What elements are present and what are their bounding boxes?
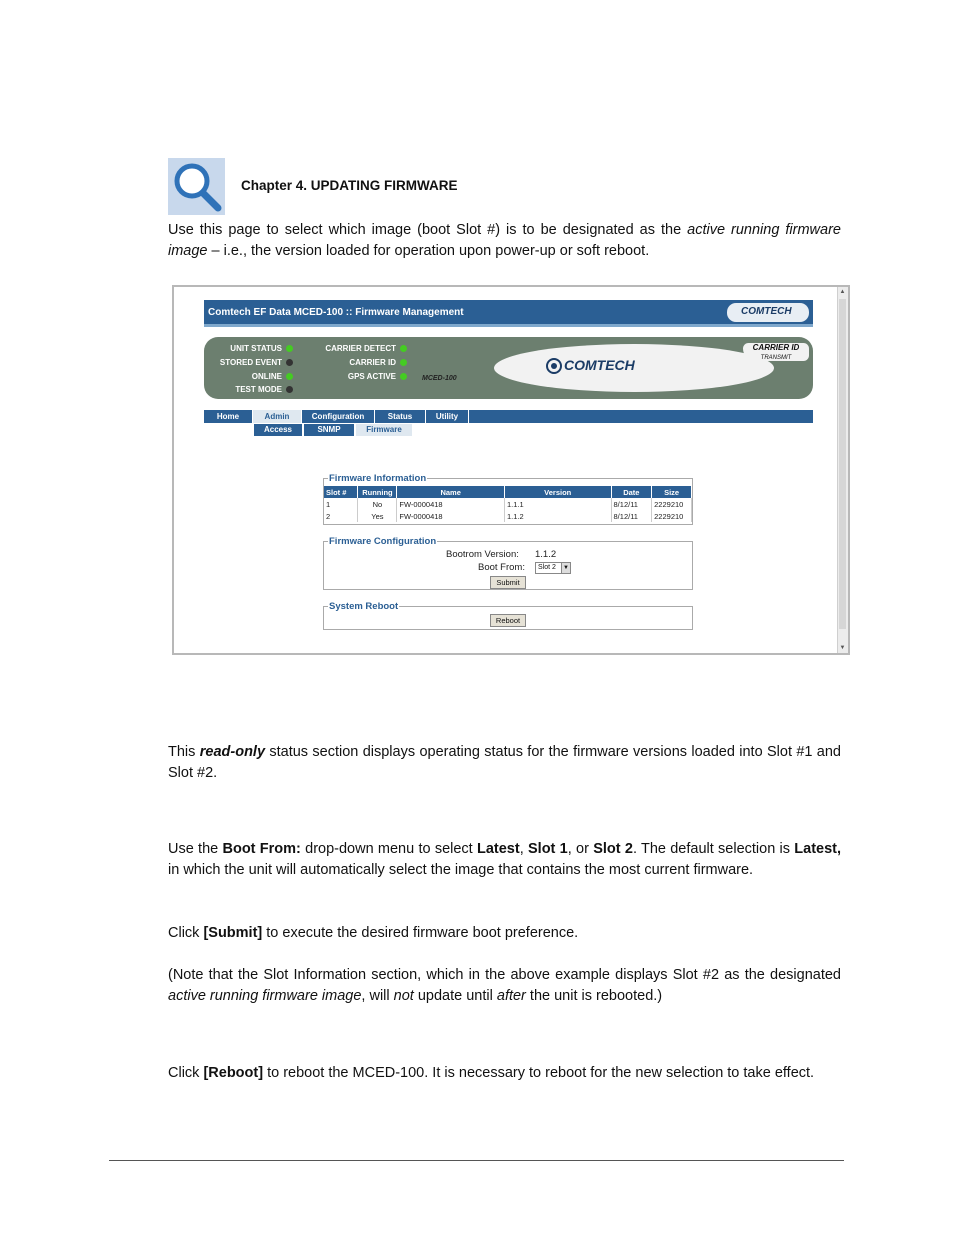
submit-button[interactable]: Submit	[490, 576, 526, 589]
tab-utility[interactable]: Utility	[426, 410, 469, 423]
reboot-paragraph: Click [Reboot] to reboot the MCED-100. It is necessary to reboot for the new selection to take effect.	[168, 1065, 815, 1081]
led-label-unit-status: UNIT STATUS	[230, 344, 282, 353]
led-carrier-id-icon	[400, 359, 407, 366]
led-gps-active-icon	[400, 373, 407, 380]
col-name: Name	[397, 486, 505, 498]
led-label-carrier-detect: CARRIER DETECT	[325, 344, 396, 353]
carrier-id-badge: CARRIER ID TRANSMIT	[743, 343, 809, 361]
submit-paragraph: Click [Submit] to execute the desired firmware boot preference.	[168, 925, 579, 941]
col-size: Size	[652, 486, 692, 498]
led-carrier-detect-icon	[400, 345, 407, 352]
page-title: Comtech EF Data MCED-100 :: Firmware Management	[208, 307, 464, 318]
subtab-snmp[interactable]: SNMP	[304, 424, 354, 436]
scroll-down-icon[interactable]: ▼	[839, 645, 846, 651]
reboot-button[interactable]: Reboot	[490, 614, 526, 627]
boot-from-select[interactable]: Slot 2 ▼	[535, 562, 571, 574]
table-row: 2 Yes FW-0000418 1.1.2 8/12/11 2229210	[324, 510, 692, 522]
main-nav	[204, 410, 813, 423]
page-header	[204, 300, 813, 327]
chapter-reference: Chapter 4. UPDATING FIRMWARE	[241, 178, 458, 193]
col-version: Version	[504, 486, 611, 498]
front-panel	[204, 337, 813, 399]
firmware-information-paragraph: This read-only status section displays operating status for the firmware versions loaded into Slot #1 and Slot #2.	[168, 744, 841, 781]
led-online-icon	[286, 373, 293, 380]
scroll-up-icon[interactable]: ▲	[839, 289, 846, 295]
led-label-stored-event: STORED EVENT	[219, 358, 282, 367]
led-label-online: ONLINE	[251, 372, 282, 381]
subtab-firmware[interactable]: Firmware	[356, 424, 412, 436]
col-running: Running	[358, 486, 397, 498]
brand-oval	[494, 344, 774, 392]
firmware-management-screenshot	[172, 285, 850, 655]
firmware-information-legend: Firmware Information	[329, 473, 427, 484]
chevron-down-icon[interactable]: ▼	[561, 563, 570, 573]
firmware-configuration-legend: Firmware Configuration	[329, 536, 437, 547]
vertical-scrollbar[interactable]	[837, 287, 848, 653]
intro-paragraph: Use this page to select which image (boot Slot #) is to be designated as the active running firmware image – i.e., the version loaded for operation upon power-up or soft reboot.	[168, 222, 841, 259]
brand-logo-text: COMTECH	[564, 357, 635, 373]
tab-status[interactable]: Status	[375, 410, 426, 423]
magnifier-icon	[168, 158, 225, 215]
bootrom-version-label: Bootrom Version:	[446, 549, 519, 560]
note-paragraph: (Note that the Slot Information section, which in the above example displays Slot #2 as the designated active running firmware image, will not update until after the unit is rebooted.)	[168, 967, 841, 1004]
tab-admin[interactable]: Admin	[253, 410, 302, 423]
led-label-gps-active: GPS ACTIVE	[347, 372, 396, 381]
system-reboot-legend: System Reboot	[329, 601, 399, 612]
led-unit-status-icon	[286, 345, 293, 352]
globe-icon	[546, 358, 562, 374]
model-label: MCED-100	[422, 375, 457, 382]
table-row: 1 No FW-0000418 1.1.1 8/12/11 2229210	[324, 498, 692, 510]
bootrom-version-value: 1.1.2	[535, 549, 557, 560]
subtab-access[interactable]: Access	[254, 424, 302, 436]
led-test-mode-icon	[286, 386, 293, 393]
firmware-table	[324, 486, 692, 522]
led-stored-event-icon	[286, 359, 293, 366]
footer-divider	[109, 1160, 844, 1161]
scrollbar-thumb[interactable]	[839, 299, 846, 629]
tab-home[interactable]: Home	[204, 410, 253, 423]
tab-configuration[interactable]: Configuration	[302, 410, 375, 423]
led-label-carrier-id: CARRIER ID	[349, 358, 396, 367]
col-date: Date	[611, 486, 652, 498]
comtech-logo: COMTECH	[727, 303, 809, 322]
col-slot: Slot #	[324, 486, 358, 498]
led-label-test-mode: TEST MODE	[235, 385, 282, 394]
boot-from-label: Boot From:	[478, 562, 525, 573]
boot-from-paragraph: Use the Boot From: drop-down menu to select Latest, Slot 1, or Slot 2. The default selection is Latest, in which the unit will automatically select the image that contains the most current firmware.	[168, 841, 842, 878]
